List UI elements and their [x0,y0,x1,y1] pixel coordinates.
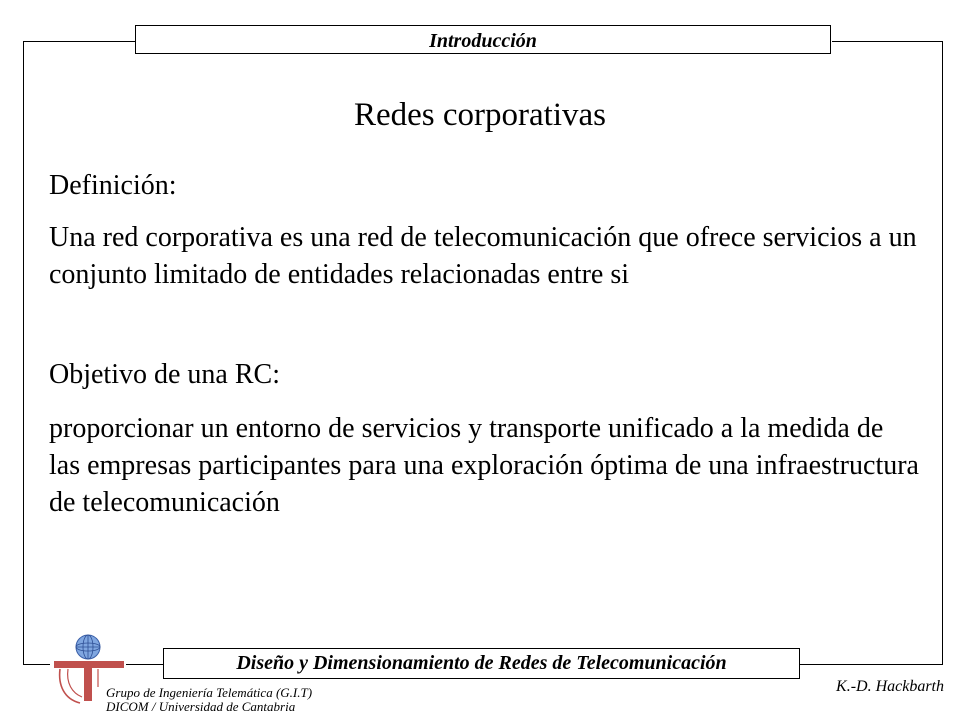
objective-text: proporcionar un entorno de servicios y transporte unificado a la medida de las empresas participantes para una exploración óptima de una infraestructura de telecomunicación [49,413,919,518]
author-name: K.-D. Hackbarth [836,678,944,695]
frame-top-left-line [23,41,135,42]
section-title: Introducción [429,30,537,52]
group-credit [106,686,312,714]
group-affiliation: DICOM / Universidad de Cantabria [106,699,296,714]
frame-top-right-line [832,41,943,42]
globe-icon [76,635,100,659]
frame-bottom-right-line [800,664,943,665]
course-title: Diseño y Dimensionamiento de Redes de Telecomunicación [236,652,727,674]
group-name: Grupo de Ingeniería Telemática (G.I.T) [106,685,313,700]
objective-heading: Objetivo de una RC: [49,359,280,390]
definition-text: Una red corporativa es una red de telecomunicación que ofrece servicios a un conjunto limitado de entidades relacionadas entre si [49,222,917,290]
definition-heading: Definición: [49,170,177,201]
frame-bottom-mid-line [126,664,163,665]
slide-title: Redes corporativas [354,97,606,133]
section-header [135,25,831,54]
course-footer [163,648,800,679]
